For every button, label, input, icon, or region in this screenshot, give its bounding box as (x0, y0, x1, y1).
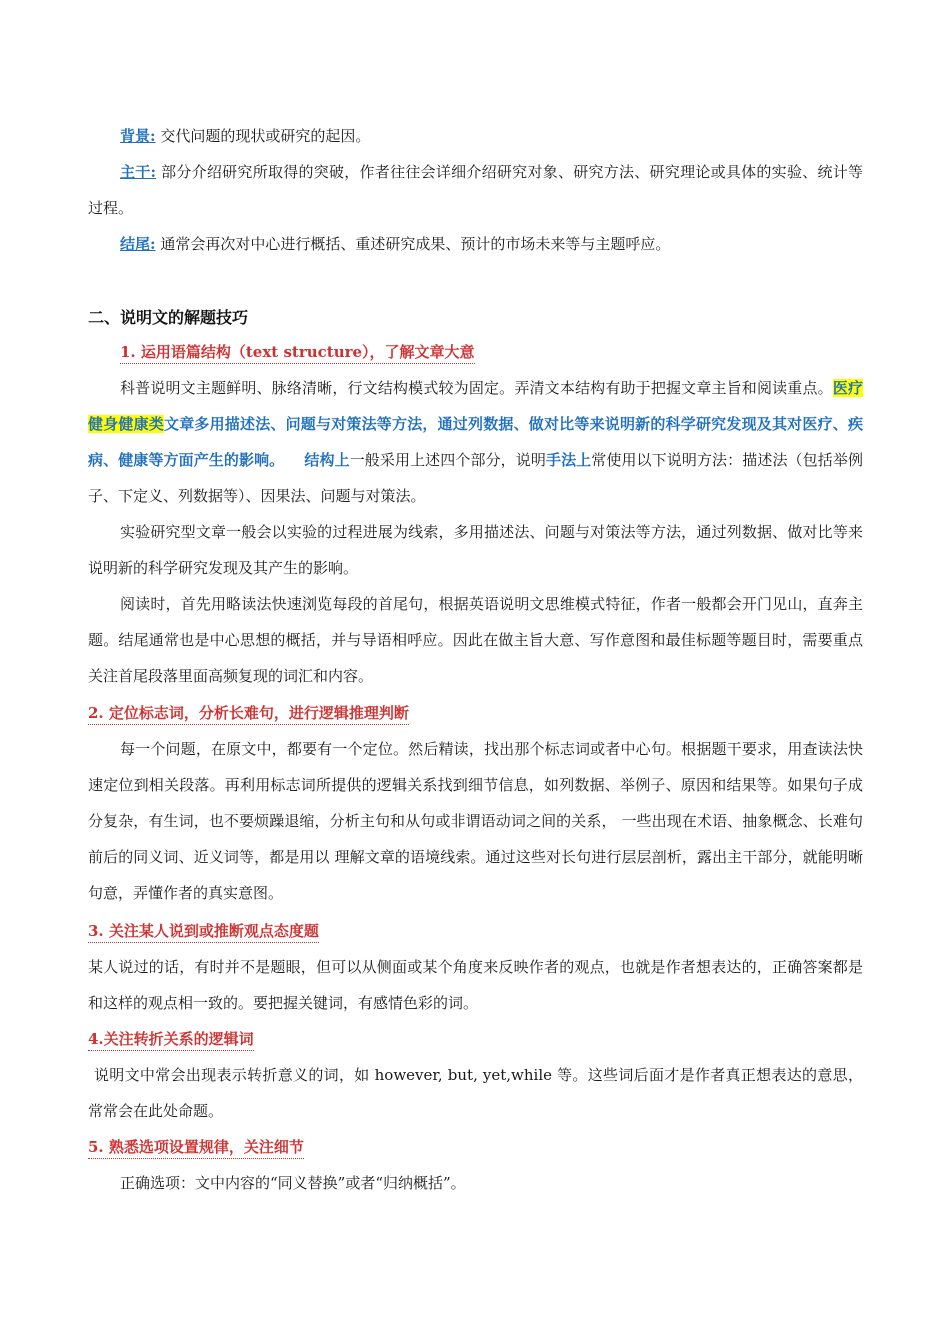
tip5-paragraph-1: 正确选项：文中内容的“同义替换”或者“归纳概括”。 (120, 1174, 466, 1192)
tip4-title: 4.关注转折关系的逻辑词 (88, 1028, 254, 1051)
tip1-p1-text: 科普说明文主题鲜明、脉络清晰，行文结构模式较为固定。弄清文本结构有助于把握文章主旨和阅读重点。 (120, 379, 833, 397)
intro-body (88, 154, 863, 226)
tip1-bold-text: 文章多用描述法、问题与对策法等方法，通过列数据、做对比等来说明新的科学研究发现及其对医疗、疾病、健康等方面产生的影响。 (88, 415, 863, 469)
tip1-paragraph-2: 实验研究型文章一般会以实验的过程进展为线索，多用描述法、问题与对策法等方法，通过列数据、做对比等来说明新的科学研究发现及其产生的影响。 (88, 523, 863, 577)
ending-text: 通常会再次对中心进行概括、重述研究成果、预计的市场未来等与主题呼应。 (155, 235, 671, 253)
tip2-title: 2. 定位标志词，分析长难句，进行逻辑推理判断 (88, 702, 409, 725)
section-title: 二、说明文的解题技巧 (88, 308, 249, 327)
body-label: 主干: (120, 163, 157, 181)
tip3-paragraph-1: 某人说过的话，有时并不是题眼，但可以从侧面或某个角度来反映作者的观点，也就是作者想表达的，正确答案都是和这样的观点相一致的。要把握关键词，有感情色彩的词。 (88, 958, 863, 1012)
tip3-title: 3. 关注某人说到或推断观点态度题 (88, 920, 319, 943)
tip1-structure-text: 一般采用上述四个部分，说明 (349, 451, 546, 469)
tip1-method-text: 常使用以下说明方法：描述法（包括举例子、下定义、列数据等）、因果法、问题与对策法。 (88, 451, 863, 505)
tip1-structure-label: 结构上 (304, 451, 350, 469)
tip1-paragraph-3: 阅读时，首先用略读法快速浏览每段的首尾句，根据英语说明文思维模式特征，作者一般都会开门见山，直奔主题。结尾通常也是中心思想的概括，并与导语相呼应。因此在做主旨大意、写作意图和最佳标题等题目时，需要重点关注首尾段落里面高频复现的词汇和内容。 (88, 595, 863, 685)
body-text: 部分介绍研究所取得的突破，作者往往会详细介绍研究对象、研究方法、研究理论或具体的实验、统计等过程。 (88, 163, 863, 217)
tip1-method-label: 手法上 (545, 451, 592, 469)
tip1-title: 1. 运用语篇结构（text structure），了解文章大意 (120, 341, 475, 364)
tip4-paragraph-1: 说明文中常会出现表示转折意义的词，如 however, but, yet,while 等。这些词后面才是作者真正想表达的意思，常常会在此处命题。 (88, 1066, 863, 1120)
background-label: 背景: (120, 127, 156, 145)
tip5-title: 5. 熟悉选项设置规律，关注细节 (88, 1136, 304, 1159)
intro-ending (88, 226, 863, 262)
tip2-paragraph-1: 每一个问题，在原文中，都要有一个定位。然后精读，找出那个标志词或者中心句。根据题干要求，用查读法快速定位到相关段落。再利用标志词所提供的逻辑关系找到细节信息，如列数据、举例子、原因和结果等。如果句子成分复杂，有生词，也不要烦躁退缩，分析主句和从句或非谓语动词之间的关系， 一些出现在术语、抽象概念、长难句前后的同义词、近义词等，都是用以 理解文章的语境线索。通过这些对长句进行层层剖析，露出主干部分，就能明晰句意，弄懂作者的真实意图。 (88, 740, 863, 902)
tip1-paragraph-1 (88, 370, 863, 514)
background-text: 交代问题的现状或研究的起因。 (155, 127, 371, 145)
ending-label: 结尾: (120, 235, 156, 253)
intro-background (88, 118, 863, 154)
tip1-highlight: 医疗健身健康类 (88, 379, 863, 433)
